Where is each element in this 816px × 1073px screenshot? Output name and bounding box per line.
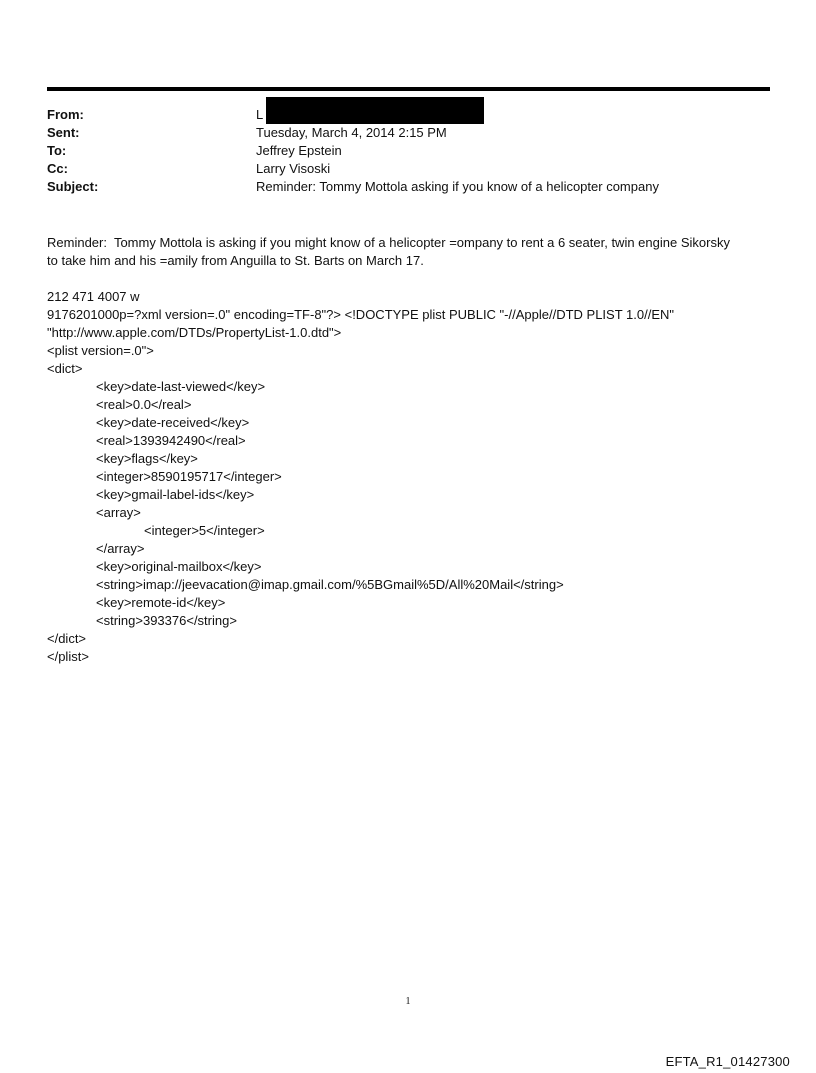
plist-line: <key>date-received</key> bbox=[96, 415, 250, 430]
plist-line: <key>date-last-viewed</key> bbox=[96, 379, 266, 394]
plist-line: <key>original-mailbox</key> bbox=[96, 559, 262, 574]
plist-line: <string>imap://jeevacation@imap.gmail.com/%5BGmail%5D/All%20Mail</string> bbox=[96, 577, 564, 592]
plist-line: <integer>5</integer> bbox=[144, 523, 265, 538]
reminder-paragraph bbox=[47, 234, 777, 270]
email-header bbox=[47, 106, 767, 196]
plist-line: <key>flags</key> bbox=[96, 451, 198, 466]
sent-value: Tuesday, March 4, 2014 2:15 PM bbox=[256, 125, 447, 140]
plist-line: <real>1393942490</real> bbox=[96, 433, 246, 448]
plist-line: 212 471 4007 w bbox=[47, 289, 140, 304]
cc-label: Cc: bbox=[47, 161, 68, 176]
to-value: Jeffrey Epstein bbox=[256, 143, 342, 158]
subject-row bbox=[47, 178, 767, 196]
plist-line: <string>393376</string> bbox=[96, 613, 237, 628]
plist-line: <dict> bbox=[47, 361, 83, 376]
plist-line: </array> bbox=[96, 541, 145, 556]
cc-row bbox=[47, 160, 767, 178]
document-id: EFTA_R1_01427300 bbox=[665, 1054, 790, 1069]
sent-label: Sent: bbox=[47, 125, 80, 140]
page-number: 1 bbox=[405, 996, 411, 1007]
from-label: From: bbox=[47, 107, 84, 122]
plist-line: <array> bbox=[96, 505, 141, 520]
cc-value: Larry Visoski bbox=[256, 161, 331, 176]
body-line: Reminder: Tommy Mottola is asking if you might know of a helicopter =ompany to rent a 6 seater, twin engine Sikorsky bbox=[47, 235, 730, 250]
subject-value: Reminder: Tommy Mottola asking if you know of a helicopter company bbox=[256, 179, 659, 194]
plist-line: <real>0.0</real> bbox=[96, 397, 192, 412]
plist-line: <key>remote-id</key> bbox=[96, 595, 226, 610]
body-line: to take him and his =amily from Anguilla to St. Barts on March 17. bbox=[47, 253, 424, 268]
to-label: To: bbox=[47, 143, 67, 158]
plist-line: </plist> bbox=[47, 649, 89, 664]
email-body bbox=[47, 234, 777, 684]
plist-line: "http://www.apple.com/DTDs/PropertyList-1.0.dtd"> bbox=[47, 325, 342, 340]
plist-line: 9176201000p=?xml version=.0" encoding=TF-8"?> <!DOCTYPE plist PUBLIC "-//Apple//DTD PLIST 1.0//EN" bbox=[47, 307, 674, 322]
header-rule bbox=[47, 87, 770, 91]
plist-line: <key>gmail-label-ids</key> bbox=[96, 487, 255, 502]
subject-label: Subject: bbox=[47, 179, 99, 194]
from-value: L bbox=[256, 106, 767, 124]
to-row bbox=[47, 142, 767, 160]
plist-line: <plist version=.0"> bbox=[47, 343, 154, 358]
plist-line: <integer>8590195717</integer> bbox=[96, 469, 282, 484]
from-row bbox=[47, 106, 767, 124]
plist-line: </dict> bbox=[47, 631, 87, 646]
redaction-box bbox=[266, 97, 484, 124]
sent-row bbox=[47, 124, 767, 142]
plist-block bbox=[47, 288, 777, 666]
